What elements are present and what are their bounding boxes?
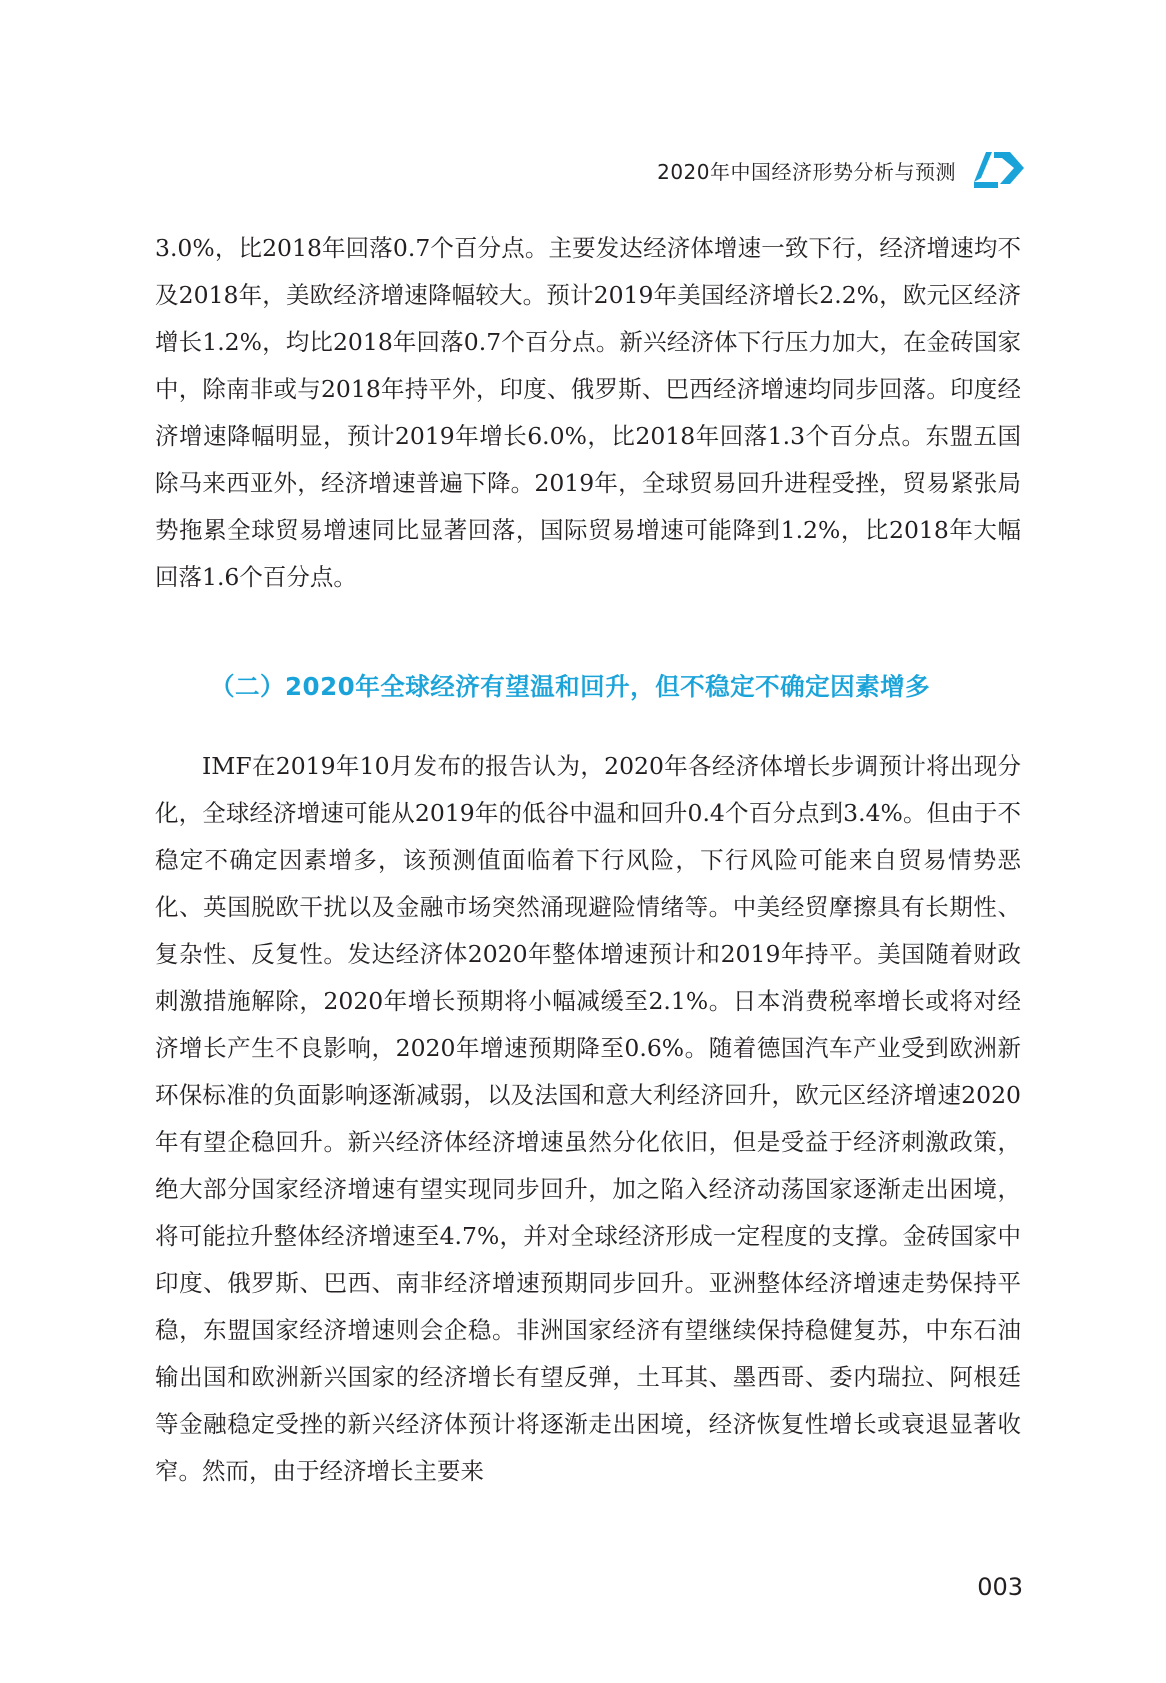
chapter-chevron-icon: [972, 148, 1028, 188]
body-paragraph-1: 3.0%，比2018年回落0.7个百分点。主要发达经济体增速一致下行，经济增速均不及2018年，美欧经济增速降幅较大。预计2019年美国经济增长2.2%，欧元区经济增长1.2%，均比2018年回落0.7个百分点。新兴经济体下行压力加大，在金砖国家中，除南非或与2018年持平外，印度、俄罗斯、巴西经济增速均同步回落。印度经济增速降幅明显，预计2019年增长6.0%，比2018年回落1.3个百分点。东盟五国除马来西亚外，经济增速普遍下降。2019年，全球贸易回升进程受挫，贸易紧张局势拖累全球贸易增速同比显著回落，国际贸易增速可能降到1.2%，比2018年大幅回落1.6个百分点。: [155, 234, 1021, 591]
running-header-title: 2020年中国经济形势分析与预测: [657, 160, 956, 184]
body-paragraph-2: IMF在2019年10月发布的报告认为，2020年各经济体增长步调预计将出现分化，全球经济增速可能从2019年的低谷中温和回升0.4个百分点到3.4%。但由于不稳定不确定因素增多，该预测值面临着下行风险，下行风险可能来自贸易情势恶化、英国脱欧干扰以及金融市场突然涌现避险情绪等。中美经贸摩擦具有长期性、复杂性、反复性。发达经济体2020年整体增速预计和2019年持平。美国随着财政刺激措施解除，2020年增长预期将小幅减缓至2.1%。日本消费税率增长或将对经济增长产生不良影响，2020年增速预期降至0.6%。随着德国汽车产业受到欧洲新环保标准的负面影响逐渐减弱，以及法国和意大利经济回升，欧元区经济增速2020年有望企稳回升。新兴经济体经济增速虽然分化依旧，但是受益于经济刺激政策，绝大部分国家经济增速有望实现同步回升，加之陷入经济动荡国家逐渐走出困境，将可能拉升整体经济增速至4.7%，并对全球经济形成一定程度的支撑。金砖国家中印度、俄罗斯、巴西、南非经济增速预期同步回升。亚洲整体经济增速走势保持平稳，东盟国家经济增速则会企稳。非洲国家经济有望继续保持稳健复苏，中东石油输出国和欧洲新兴国家的经济增长有望反弹，土耳其、墨西哥、委内瑞拉、阿根廷等金融稳定受挫的新兴经济体预计将逐渐走出困境，经济恢复性增长或衰退显著收窄。然而，由于经济增长主要来: [155, 752, 1021, 1485]
running-header: [0, 148, 1166, 192]
page-number: 003: [977, 1573, 1023, 1601]
section-heading: （二）2020年全球经济有望温和回升，但不稳定不确定因素增多: [210, 672, 931, 701]
